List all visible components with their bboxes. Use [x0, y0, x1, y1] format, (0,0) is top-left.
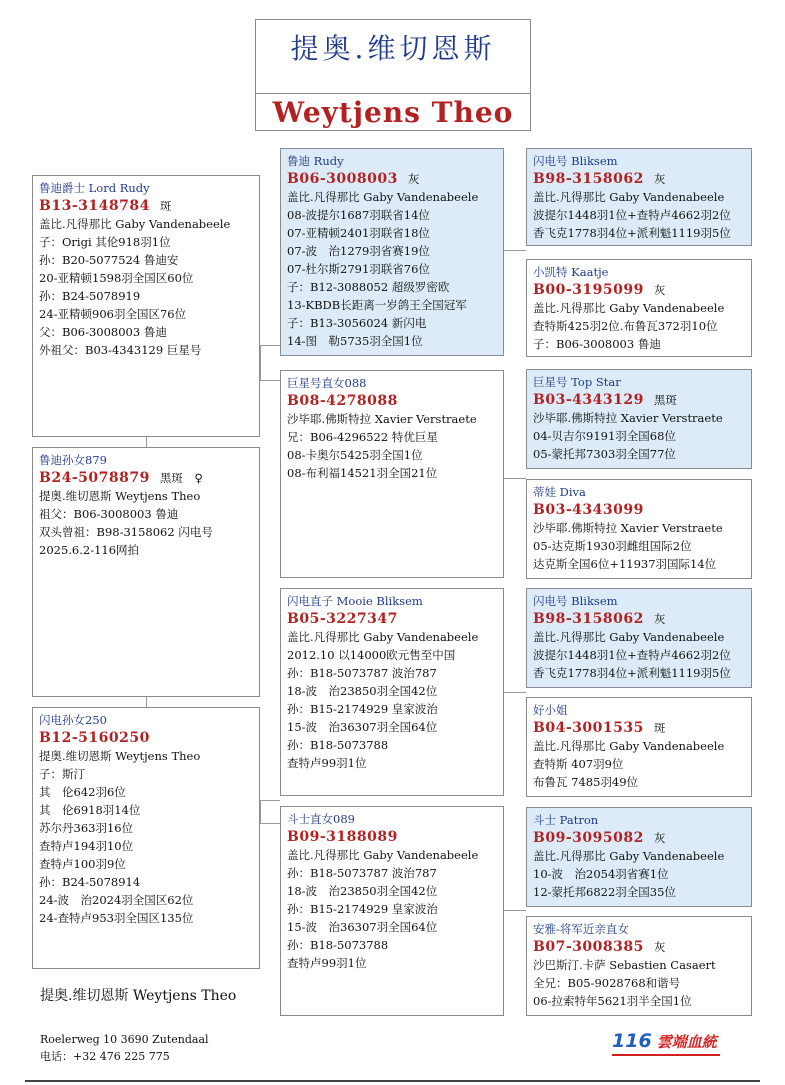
- pedigree-card-dam-dam: [280, 806, 504, 1016]
- info-line: 孙：B18-5073787 波治787: [287, 866, 437, 880]
- owner-address: Roelerweg 10 3690 Zutendaal: [40, 1033, 209, 1046]
- info-line: 兄：B06-4296522 特优巨星: [287, 430, 438, 444]
- info-line: 18-波 治23850羽全国42位: [287, 884, 438, 898]
- info-line: 查特卢100羽9位: [39, 857, 126, 871]
- logo-underline: [612, 1054, 720, 1056]
- info-line: 查特卢99羽1位: [287, 756, 367, 770]
- info-line: 盖比.凡得那比 Gaby Vandenabeele: [287, 630, 479, 644]
- info-line: 孙：B20-5077524 鲁迪安: [39, 253, 179, 267]
- pedigree-card-ssd: [526, 259, 752, 357]
- info-line: 20-亚精顿1598羽全国区60位: [39, 271, 194, 285]
- info-line: 05-蒙托邦7303羽全国77位: [533, 447, 676, 461]
- bird-name: 好小姐: [533, 703, 568, 717]
- info-line: 沙巴斯汀.卡萨 Sebastien Casaert: [533, 958, 716, 972]
- ring-code: B05-3227347: [287, 611, 398, 627]
- info-line: 波提尔1448羽1位+查特卢4662羽2位: [533, 208, 731, 222]
- bird-color: 黑斑: [653, 393, 677, 407]
- info-line: 苏尔丹363羽16位: [39, 821, 134, 835]
- info-line: 祖父：B06-3008003 鲁迪: [39, 507, 179, 521]
- info-line: 07-亚精顿2401羽联省18位: [287, 226, 430, 240]
- bird-color: 黑斑 ♀: [159, 471, 203, 485]
- info-line: 05-达克斯1930羽雌组国际2位: [533, 539, 692, 553]
- info-line: 24-亚精顿906羽全国区76位: [39, 307, 187, 321]
- info-line: 全兄：B05-9028768和谐号: [533, 976, 681, 990]
- bird-name: 斗士 Patron: [533, 813, 599, 827]
- ring-number: [533, 501, 745, 519]
- connector-line: [260, 800, 280, 801]
- bird-name: 鲁迪爵士 Lord Rudy: [39, 181, 150, 195]
- info-line: 2012.10 以14000欧元售至中国: [287, 648, 456, 662]
- bird-color: 斑: [159, 199, 172, 213]
- ring-code: B12-5160250: [39, 730, 150, 746]
- title-english: Weytjens Theo: [272, 96, 514, 129]
- info-line: 盖比.凡得那比 Gaby Vandenabeele: [533, 301, 725, 315]
- bird-color: 灰: [653, 612, 666, 626]
- info-line: 盖比.凡得那比 Gaby Vandenabeele: [533, 630, 725, 644]
- bird-name: 闪电号 Bliksem: [533, 154, 618, 168]
- ring-number: [533, 391, 745, 409]
- info-line: 其 伦6918羽14位: [39, 803, 141, 817]
- info-line: 子：B06-3008003 鲁迪: [533, 337, 661, 351]
- connector-line: [504, 692, 526, 693]
- ring-number: [287, 392, 497, 410]
- connector-line: [260, 345, 261, 380]
- info-line: 孙：B18-5073788: [287, 738, 389, 752]
- connector-line: [146, 697, 147, 707]
- info-line: 提奥.维切恩斯 Weytjens Theo: [39, 489, 201, 503]
- pedigree-card-sire-sire: [280, 148, 504, 356]
- ring-number: [39, 469, 253, 487]
- info-line: 04-贝吉尔9191羽全国68位: [533, 429, 676, 443]
- info-line: 08-波提尔1687羽联省14位: [287, 208, 430, 222]
- bird-color: 灰: [653, 172, 666, 186]
- bird-name: 巨星号 Top Star: [533, 375, 621, 389]
- ring-number: [39, 729, 253, 747]
- connector-line: [504, 478, 526, 479]
- info-line: 孙：B18-5073787 波治787: [287, 666, 437, 680]
- info-line: 2025.6.2-116网拍: [39, 543, 140, 557]
- ring-code: B03-4343129: [533, 392, 644, 408]
- info-line: 孙：B15-2174929 皇家波治: [287, 902, 438, 916]
- logo-number: 116: [612, 1030, 652, 1052]
- ring-number: [287, 610, 497, 628]
- info-line: 24-波 治2024羽全国区62位: [39, 893, 194, 907]
- ring-number: [533, 170, 745, 188]
- info-line: 子：B13-3056024 新闪电: [287, 316, 427, 330]
- bird-name: 斗士直女089: [287, 812, 355, 826]
- info-line: 波提尔1448羽1位+查特卢4662羽2位: [533, 648, 731, 662]
- connector-line: [260, 345, 280, 346]
- info-line: 沙毕耶.佛斯特拉 Xavier Verstraete: [533, 411, 723, 425]
- info-line: 盖比.凡得那比 Gaby Vandenabeele: [533, 849, 725, 863]
- ring-code: B98-3158062: [533, 171, 644, 187]
- ring-number: [533, 610, 745, 628]
- pedigree-card-sibling: [32, 447, 260, 697]
- logo-text: 雲端血統: [656, 1033, 717, 1051]
- info-line: 双头曾祖：B98-3158062 闪电号: [39, 525, 213, 539]
- info-line: 07-杜尔斯2791羽联省76位: [287, 262, 430, 276]
- info-line: 13-KBDB长距离一岁鸽王全国冠军: [287, 298, 467, 312]
- bottom-divider: [25, 1080, 760, 1082]
- info-line: 外祖父：B03-4343129 巨星号: [39, 343, 202, 357]
- info-line: 08-布利福14521羽全国21位: [287, 466, 438, 480]
- pedigree-card-dds: [526, 807, 752, 907]
- owner-name: 提奥.维切恩斯 Weytjens Theo: [40, 988, 237, 1004]
- info-line: 06-拉索特年5621羽半全国1位: [533, 994, 692, 1008]
- info-line: 提奥.维切恩斯 Weytjens Theo: [39, 749, 201, 763]
- ring-code: B00-3195099: [533, 282, 644, 298]
- pedigree-card-sdd: [526, 479, 752, 579]
- info-line: 子：Origi 其伦918羽1位: [39, 235, 171, 249]
- bird-name: 鲁迪 Rudy: [287, 154, 344, 168]
- info-line: 父：B06-3008003 鲁迪: [39, 325, 167, 339]
- pedigree-card-dam-sire: [280, 588, 504, 796]
- ring-code: B07-3008385: [533, 939, 644, 955]
- connector-line: [260, 823, 280, 824]
- ring-code: B09-3188089: [287, 829, 398, 845]
- bird-color: 灰: [653, 940, 666, 954]
- ring-code: B04-3001535: [533, 720, 644, 736]
- connector-line: [146, 437, 147, 447]
- bird-name: 闪电孙女250: [39, 713, 107, 727]
- bird-name: 闪电直子 Mooie Bliksem: [287, 594, 423, 608]
- pedigree-card-sire-dam: [280, 370, 504, 578]
- bird-color: 灰: [653, 831, 666, 845]
- ring-number: [39, 197, 253, 215]
- info-line: 10-波 治2054羽省赛1位: [533, 867, 669, 881]
- info-line: 孙：B15-2174929 皇家波治: [287, 702, 438, 716]
- owner-phone: 电话：+32 476 225 775: [40, 1050, 170, 1063]
- info-line: 查特斯425羽2位.布鲁瓦372羽10位: [533, 319, 718, 333]
- info-line: 15-波 治36307羽全国64位: [287, 720, 438, 734]
- info-line: 24-查特卢953羽全国区135位: [39, 911, 194, 925]
- ring-number: [533, 281, 745, 299]
- ring-number: [287, 170, 497, 188]
- connector-line: [504, 250, 526, 251]
- info-line: 14-图 勒5735羽全国1位: [287, 334, 423, 348]
- info-line: 12-蒙托邦6822羽全国35位: [533, 885, 676, 899]
- info-line: 沙毕耶.佛斯特拉 Xavier Verstraete: [287, 412, 477, 426]
- ring-code: B09-3095082: [533, 830, 644, 846]
- pedigree-card-sss: [526, 148, 752, 246]
- info-line: 子：斯汀: [39, 767, 85, 781]
- info-line: 布鲁瓦 7485羽49位: [533, 775, 639, 789]
- info-line: 盖比.凡得那比 Gaby Vandenabeele: [39, 217, 231, 231]
- info-line: 子：B12-3088052 超级罗密欧: [287, 280, 450, 294]
- bird-color: 灰: [407, 172, 420, 186]
- pedigree-card-dss: [526, 588, 752, 688]
- info-line: 孙：B24-5078919: [39, 289, 141, 303]
- pedigree-card-ddd: [526, 916, 752, 1016]
- info-line: 查特卢194羽10位: [39, 839, 134, 853]
- title-box: [255, 19, 531, 131]
- bird-name: 蒂娃 Diva: [533, 485, 586, 499]
- info-line: 15-波 治36307羽全国64位: [287, 920, 438, 934]
- info-line: 沙毕耶.佛斯特拉 Xavier Verstraete: [533, 521, 723, 535]
- ring-code: B98-3158062: [533, 611, 644, 627]
- pedigree-card-sire: [32, 175, 260, 437]
- info-line: 查特卢99羽1位: [287, 956, 367, 970]
- info-line: 盖比.凡得那比 Gaby Vandenabeele: [533, 190, 725, 204]
- info-line: 盖比.凡得那比 Gaby Vandenabeele: [533, 739, 725, 753]
- ring-code: B08-4278088: [287, 393, 398, 409]
- bird-color: 斑: [653, 721, 666, 735]
- connector-line: [504, 910, 526, 911]
- info-line: 盖比.凡得那比 Gaby Vandenabeele: [287, 848, 479, 862]
- bird-color: 灰: [653, 283, 666, 297]
- ring-code: B03-4343099: [533, 502, 644, 518]
- pedigree-card-dsd: [526, 697, 752, 797]
- info-line: 孙：B18-5073788: [287, 938, 389, 952]
- pedigree-card-sds: [526, 369, 752, 469]
- bird-name: 巨星号直女088: [287, 376, 367, 390]
- info-line: 其 伦642羽6位: [39, 785, 126, 799]
- connector-line: [260, 800, 261, 823]
- info-line: 香飞克1778羽4位+派利魁1119羽5位: [533, 226, 731, 240]
- brand-logo: [612, 1030, 732, 1056]
- pedigree-card-dam: [32, 707, 260, 969]
- info-line: 08-卡奥尔5425羽全国1位: [287, 448, 423, 462]
- info-line: 香飞克1778羽4位+派利魁1119羽5位: [533, 666, 731, 680]
- info-line: 查特斯 407羽9位: [533, 757, 624, 771]
- bird-name: 鲁迪孙女879: [39, 453, 107, 467]
- bird-name: 安雅-将军近亲直女: [533, 922, 629, 936]
- info-line: 07-波 治1279羽省赛19位: [287, 244, 430, 258]
- info-line: 盖比.凡得那比 Gaby Vandenabeele: [287, 190, 479, 204]
- bird-name: 闪电号 Bliksem: [533, 594, 618, 608]
- ring-code: B24-5078879: [39, 470, 150, 486]
- connector-line: [260, 380, 280, 381]
- ring-code: B06-3008003: [287, 171, 398, 187]
- info-line: 孙：B24-5078914: [39, 875, 141, 889]
- ring-number: [533, 938, 745, 956]
- info-line: 达克斯全国6位+11937羽国际14位: [533, 557, 717, 571]
- title-chinese: 提奥.维切恩斯: [290, 32, 496, 65]
- ring-number: [533, 719, 745, 737]
- ring-number: [287, 828, 497, 846]
- bird-name: 小凯特 Kaatje: [533, 265, 609, 279]
- ring-number: [533, 829, 745, 847]
- info-line: 18-波 治23850羽全国42位: [287, 684, 438, 698]
- ring-code: B13-3148784: [39, 198, 150, 214]
